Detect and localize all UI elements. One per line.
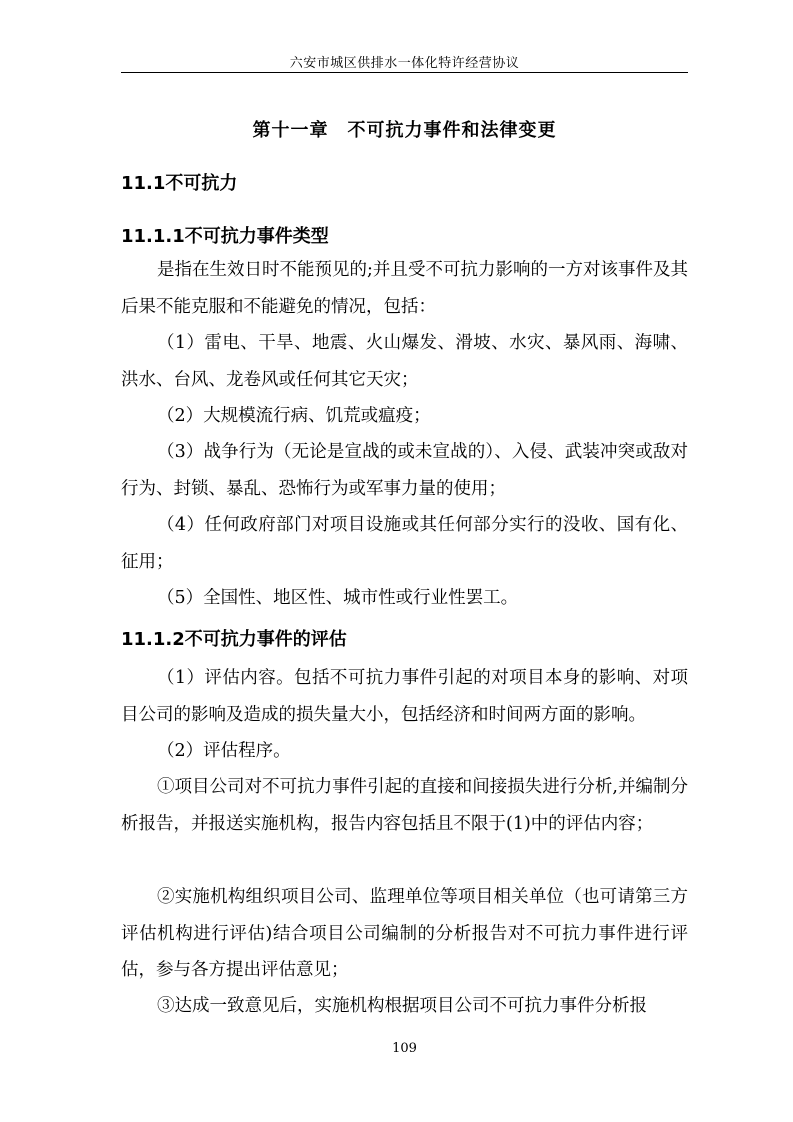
header-rule (121, 72, 688, 73)
paragraph: （3）战争行为（无论是宣战的或未宣战的）、入侵、武装冲突或敌对行为、封锁、暴乱、恐怖行为或军事力量的使用； (121, 442, 688, 499)
paragraph: ①项目公司对不可抗力事件引起的直接和间接损失进行分析,并编制分析报告，并报送实施机构，报告内容包括且不限于(1)中的评估内容； (121, 777, 688, 834)
section-heading-11-1: 11.1不可抗力 (121, 173, 238, 194)
page-number: 109 (392, 1041, 417, 1056)
section-heading-11-1-1: 11.1.1不可抗力事件类型 (121, 226, 329, 247)
paragraph: ②实施机构组织项目公司、监理单位等项目相关单位（也可请第三方评估机构进行评估)结合项目公司编制的分析报告对不可抗力事件进行评估，参与各方提出评估意见； (121, 887, 688, 980)
section-heading-11-1-2: 11.1.2不可抗力事件的评估 (121, 629, 347, 650)
paragraph: （2）评估程序。 (157, 741, 291, 761)
chapter-title: 第十一章 不可抗力事件和法律变更 (252, 120, 557, 141)
paragraph: （4）任何政府部门对项目设施或其任何部分实行的没收、国有化、征用； (121, 515, 688, 572)
paragraph: （1）评估内容。包括不可抗力事件引起的对项目本身的影响、对项目公司的影响及造成的损失量大小，包括经济和时间两方面的影响。 (121, 668, 688, 725)
paragraph: （5）全国性、地区性、城市性或行业性罢工。 (157, 588, 519, 608)
running-header: 六安市城区供排水一体化特许经营协议 (289, 56, 520, 71)
paragraph: 是指在生效日时不能预见的;并且受不可抗力影响的一方对该事件及其后果不能克服和不能避免的情况，包括： (121, 260, 688, 317)
paragraph: ③达成一致意见后，实施机构根据项目公司不可抗力事件分析报 (157, 996, 647, 1016)
paragraph: （1）雷电、干旱、地震、火山爆发、滑坡、水灾、暴风雨、海啸、洪水、台风、龙卷风或任何其它天灾； (121, 333, 688, 390)
paragraph: （2）大规模流行病、饥荒或瘟疫； (157, 406, 431, 426)
